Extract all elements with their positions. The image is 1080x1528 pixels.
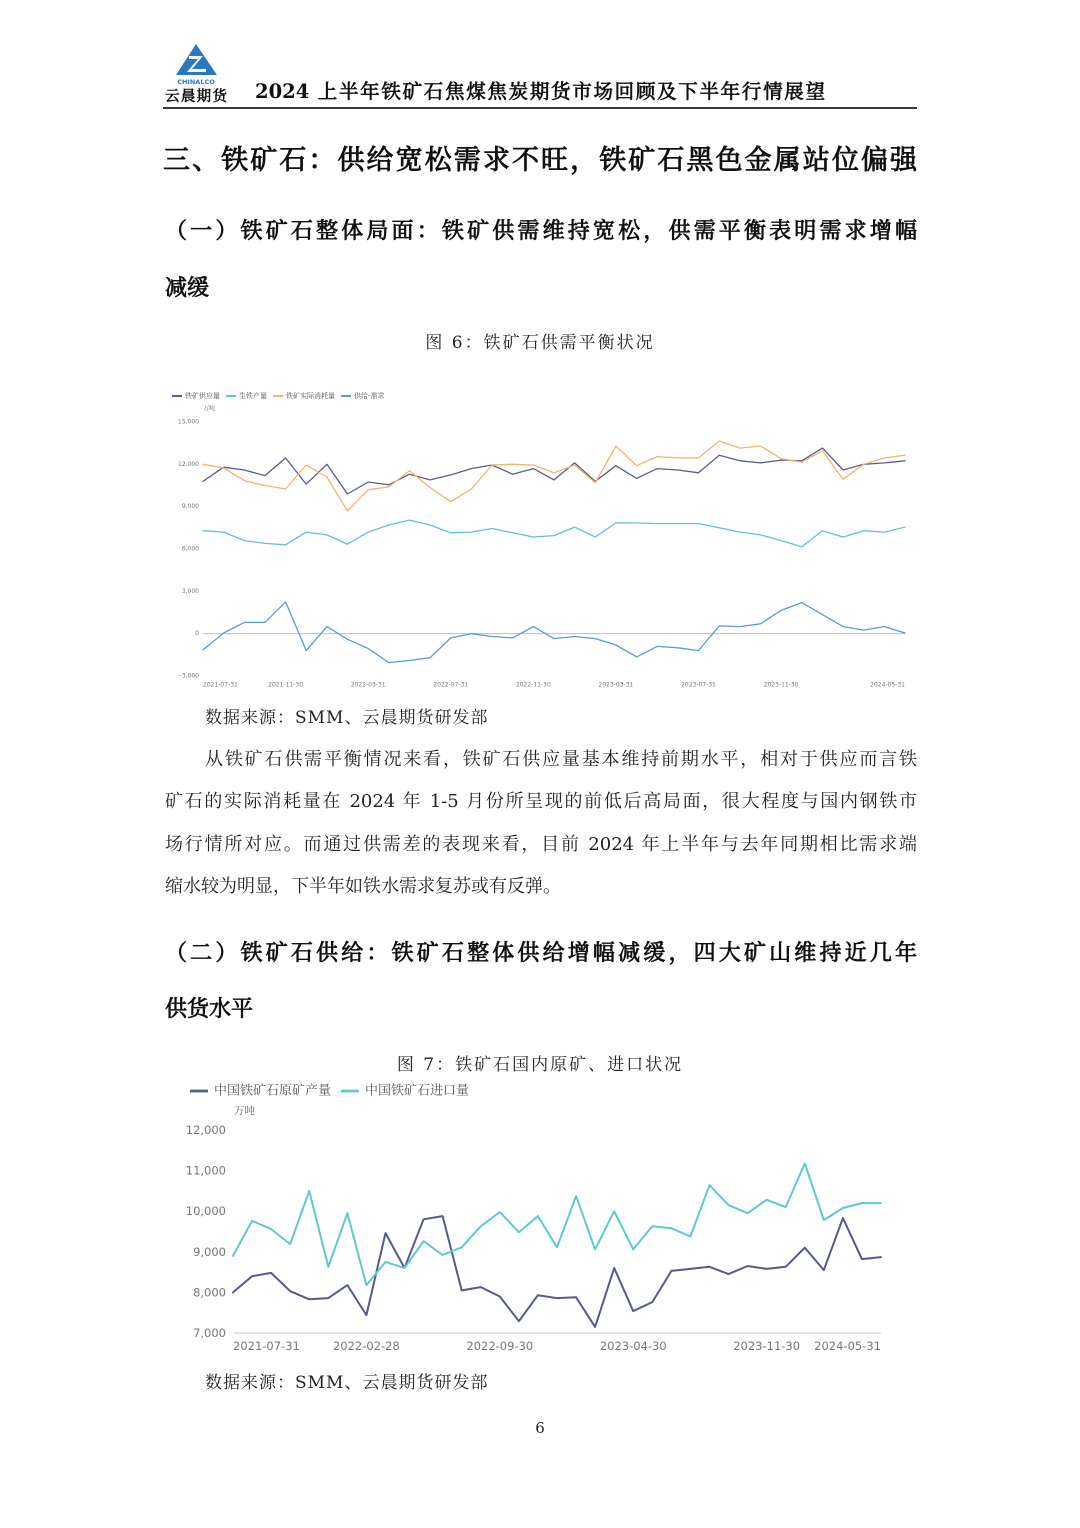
legend-label: 供给-需求 xyxy=(354,392,385,400)
x-tick-label: 2022-11-30 xyxy=(515,681,551,689)
x-tick-label: 2022-09-30 xyxy=(466,1339,534,1353)
figure-6-line-chart xyxy=(165,385,915,697)
x-tick-label: 2022-07-31 xyxy=(433,681,469,689)
logo-brand-cn: 云晨期货 xyxy=(165,89,227,105)
paragraph-line-2: 矿石的实际消耗量在 2024 年 1-5 月份所呈现的前低后高局面，很大程度与国内钢铁市 xyxy=(165,791,917,812)
legend-label: 中国铁矿石进口量 xyxy=(365,1083,470,1099)
figure-6-caption: 图 6：铁矿石供需平衡状况 xyxy=(425,333,655,353)
legend-item-4 xyxy=(341,391,385,400)
x-tick-label: 2023-11-30 xyxy=(733,1339,801,1353)
series-line-2 xyxy=(203,520,905,547)
legend-item-2 xyxy=(341,1083,469,1099)
y-tick-label: 15,000 xyxy=(178,418,199,426)
document-header-title: 2024 上半年铁矿石焦煤焦炭期货市场回顾及下半年行情展望 xyxy=(255,80,825,103)
y-tick-label: 0 xyxy=(195,630,199,638)
y-tick-label: 10,000 xyxy=(185,1204,226,1219)
y-tick-label: -3,000 xyxy=(179,672,199,680)
legend-label: 铁矿实际消耗量 xyxy=(286,392,335,400)
x-tick-label: 2023-11-30 xyxy=(763,681,799,689)
header-divider xyxy=(163,107,917,109)
subheading-1-line-2: 减缓 xyxy=(165,275,210,301)
x-tick-label: 2024-05-31 xyxy=(814,1339,881,1353)
y-tick-label: 7,000 xyxy=(193,1326,226,1340)
y-unit-label: 万吨 xyxy=(203,405,216,413)
x-tick-label: 2023-07-31 xyxy=(681,681,716,689)
x-tick-label: 2023-04-30 xyxy=(599,1339,667,1353)
y-tick-label: 9,000 xyxy=(193,1244,226,1259)
paragraph-line-4: 缩水较为明显，下半年如铁水需求复苏或有反弹。 xyxy=(165,876,561,897)
figure-7-line-chart xyxy=(165,1078,915,1363)
y-tick-label: 12,000 xyxy=(185,1123,226,1137)
figure-7-source: 数据来源：SMM、云晨期货研发部 xyxy=(205,1373,489,1393)
subheading-2-line-2: 供货水平 xyxy=(165,996,254,1022)
x-tick-label: 2023-03-31 xyxy=(598,681,634,689)
legend-label: 铁矿供应量 xyxy=(185,392,220,400)
y-unit-label: 万吨 xyxy=(234,1105,255,1117)
y-tick-label: 8,000 xyxy=(193,1285,226,1300)
x-tick-label: 2022-02-28 xyxy=(332,1339,400,1353)
section-heading: 三、铁矿石：供给宽松需求不旺，铁矿石黑色金属站位偏强 xyxy=(163,145,917,176)
legend-item-2 xyxy=(226,391,267,400)
figure-7-caption: 图 7：铁矿石国内原矿、进口状况 xyxy=(396,1055,684,1075)
y-tick-label: 12,000 xyxy=(178,460,199,468)
x-tick-label: 2021-11-30 xyxy=(268,681,304,689)
x-tick-label: 2021-07-31 xyxy=(233,1339,300,1353)
y-tick-label: 9,000 xyxy=(181,503,199,511)
series-line-3 xyxy=(203,441,905,511)
legend-item-1 xyxy=(190,1083,331,1099)
figure-6-source: 数据来源：SMM、云晨期货研发部 xyxy=(205,708,489,728)
page-number: 6 xyxy=(535,1419,545,1437)
paragraph-line-1: 从铁矿石供需平衡情况来看，铁矿石供应量基本维持前期水平，相对于供应而言铁 xyxy=(205,749,917,770)
series-line-1 xyxy=(203,448,905,494)
logo-brand-en: CHINALCO xyxy=(177,78,215,86)
legend-label: 中国铁矿石原矿产量 xyxy=(214,1083,332,1099)
company-logo-icon xyxy=(165,42,227,88)
legend-item-1 xyxy=(172,391,220,400)
x-tick-label: 2021-07-31 xyxy=(203,681,238,689)
x-tick-label: 2024-05-31 xyxy=(870,681,905,689)
y-tick-label: 6,000 xyxy=(181,545,199,553)
series-line-1 xyxy=(233,1216,881,1327)
subheading-2-line-1: （二）铁矿石供给：铁矿石整体供给增幅减缓，四大矿山维持近几年 xyxy=(165,940,917,966)
series-line-4 xyxy=(203,602,905,663)
legend-item-3 xyxy=(273,391,335,400)
y-tick-label: 3,000 xyxy=(181,587,199,595)
x-tick-label: 2022-03-31 xyxy=(350,681,386,689)
paragraph-line-3: 场行情所对应。而通过供需差的表现来看，目前 2024 年上半年与去年同期相比需求端 xyxy=(165,834,917,855)
y-tick-label: 11,000 xyxy=(185,1163,226,1178)
subheading-1-line-1: （一）铁矿石整体局面：铁矿供需维持宽松，供需平衡表明需求增幅 xyxy=(165,218,917,244)
legend-label: 生铁产量 xyxy=(239,392,267,400)
